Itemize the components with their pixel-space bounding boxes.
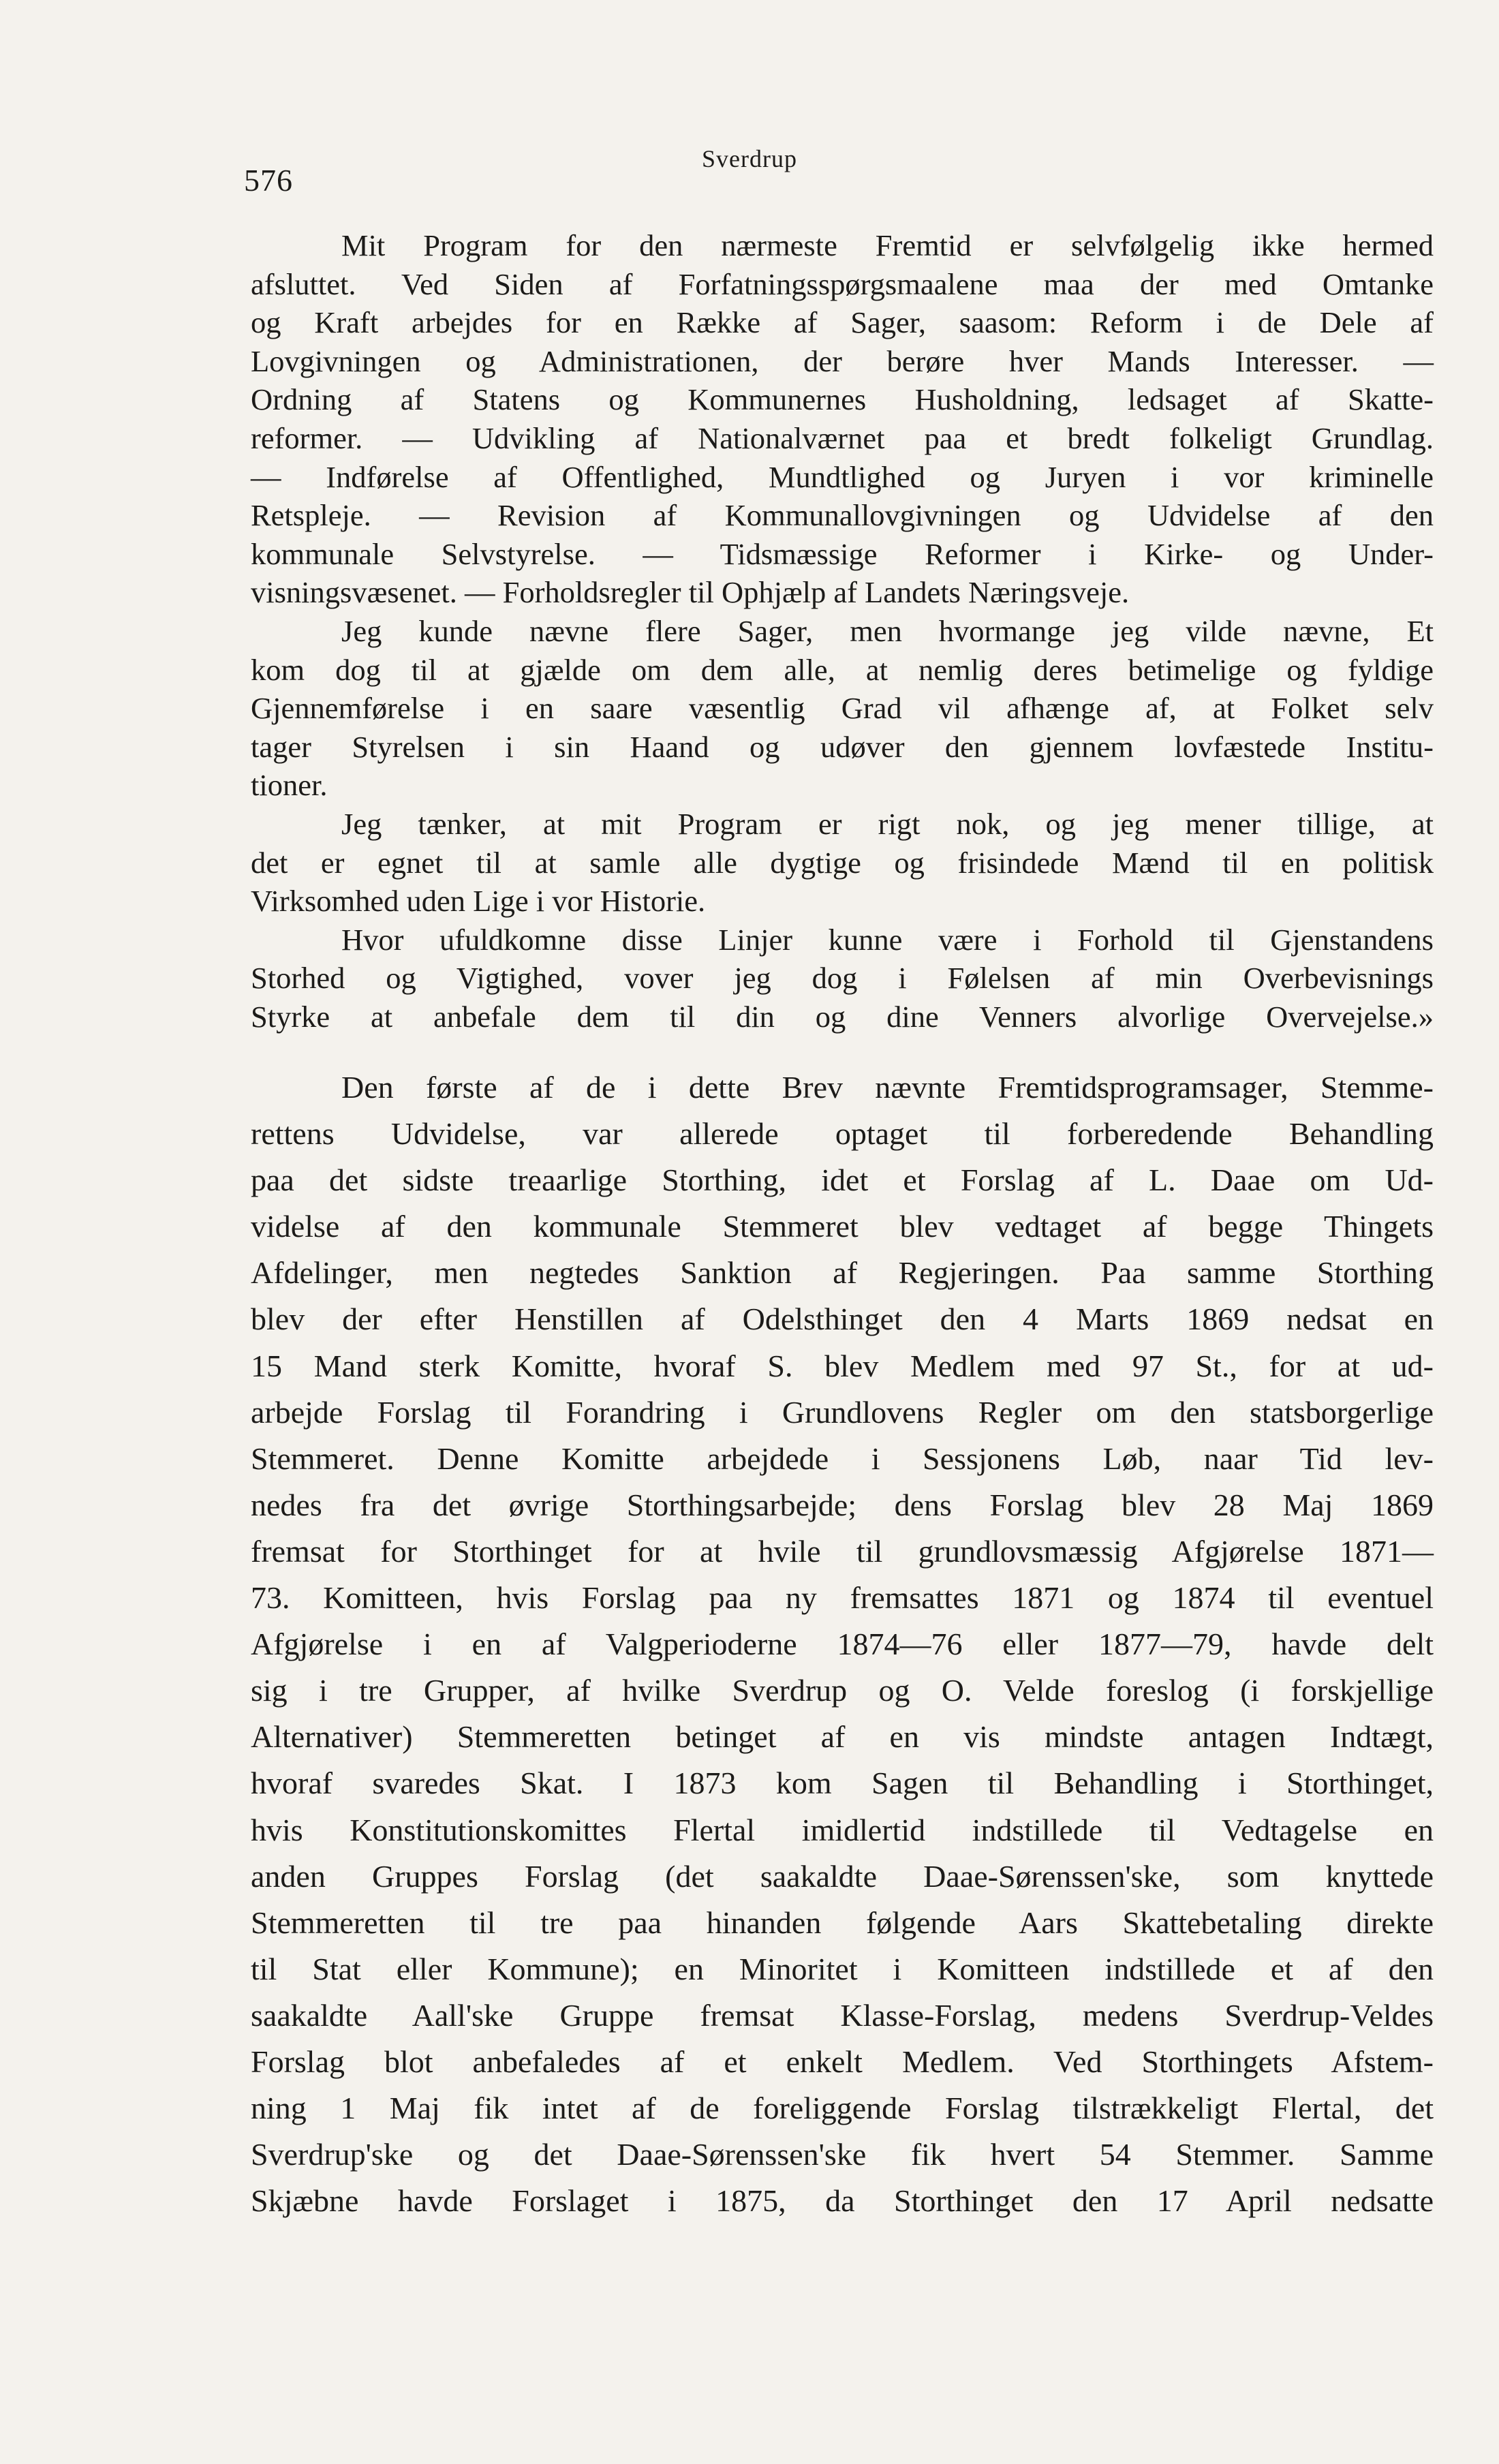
text-line: Ordning af Statens og Kommunernes Husholdning, ledsaget af Skatte- [251, 382, 1434, 417]
text-line: Afgjørelse i en af Valgperioderne 1874—76 eller 1877—79, havde delt [251, 1627, 1434, 1662]
text-line: Skjæbne havde Forslaget i 1875, da Storthinget den 17 April nedsatte [251, 2183, 1434, 2219]
running-head: Sverdrup [702, 145, 797, 172]
text-line: — Indførelse af Offentlighed, Mundtlighed og Juryen i vor kriminelle [251, 459, 1434, 494]
text-line: Forslag blot anbefaledes af et enkelt Medlem. Ved Storthingets Afstem- [251, 2044, 1434, 2079]
text-line: Styrke at anbefale dem til din og dine Venners alvorlige Overvejelse.» [251, 999, 1434, 1034]
text-line: reformer. — Udvikling af Nationalværnet paa et bredt folkeligt Grundlag. [251, 420, 1434, 455]
body-text [251, 1064, 1434, 2224]
text-line: Alternativer) Stemmeretten betinget af en vis mindste antagen Indtægt, [251, 1719, 1434, 1755]
text-line: Hvor ufuldkomne disse Linjer kunne være i Forhold til Gjenstandens [341, 922, 1434, 957]
text-line: sig i tre Grupper, af hvilke Sverdrup og O. Velde foreslog (i forskjellige [251, 1673, 1434, 1708]
text-line: rettens Udvidelse, var allerede optaget til forberedende Behandling [251, 1116, 1434, 1152]
text-line: Den første af de i dette Brev nævnte Fremtidsprogramsager, Stemme- [341, 1070, 1434, 1105]
text-line: Stemmeret. Denne Komitte arbejdede i Sessjonens Løb, naar Tid lev- [251, 1441, 1434, 1476]
text-line: til Stat eller Kommune); en Minoritet i Komitteen indstillede et af den [251, 1951, 1434, 1986]
text-line: Storhed og Vigtighed, vover jeg dog i Følelsen af min Overbevisnings [251, 961, 1434, 996]
text-line: tager Styrelsen i sin Haand og udøver den gjennem lovfæstede Institu- [251, 729, 1434, 764]
text-line: Stemmeretten til tre paa hinanden følgende Aars Skattebetaling direkte [251, 1905, 1434, 1940]
text-line: Virksomhed uden Lige i vor Historie. [251, 884, 706, 919]
text-line: afsluttet. Ved Siden af Forfatningsspørgsmaalene maa der med Omtanke [251, 266, 1434, 301]
text-line: Jeg kunde nævne flere Sager, men hvormange jeg vilde nævne, Et [341, 613, 1434, 648]
text-line: 73. Komitteen, hvis Forslag paa ny fremsattes 1871 og 1874 til eventuel [251, 1580, 1434, 1616]
text-line: ning 1 Maj fik intet af de foreliggende Forslag tilstrækkeligt Flertal, det [251, 2091, 1434, 2126]
text-line: hvoraf svaredes Skat. I 1873 kom Sagen til Behandling i Storthinget, [251, 1766, 1434, 1801]
text-line: Sverdrup'ske og det Daae-Sørenssen'ske fik hvert 54 Stemmer. Samme [251, 2137, 1434, 2172]
text-line: Gjennemførelse i en saare væsentlig Grad vil afhænge af, at Folket selv [251, 691, 1434, 726]
text-line: kom dog til at gjælde om dem alle, at nemlig deres betimelige og fyldige [251, 652, 1434, 687]
quoted-letter [251, 226, 1434, 1036]
text-line: Afdelinger, men negtedes Sanktion af Regjeringen. Paa samme Storthing [251, 1255, 1434, 1291]
text-line: Lovgivningen og Administrationen, der berøre hver Mands Interesser. — [251, 343, 1434, 378]
text-line: paa det sidste treaarlige Storthing, idet et Forslag af L. Daae om Ud- [251, 1162, 1434, 1198]
text-line: saakaldte Aall'ske Gruppe fremsat Klasse-Forslag, medens Sverdrup-Veldes [251, 1997, 1434, 2033]
text-line: blev der efter Henstillen af Odelsthinget den 4 Marts 1869 nedsat en [251, 1302, 1434, 1337]
text-line: arbejde Forslag til Forandring i Grundlovens Regler om den statsborgerlige [251, 1394, 1434, 1430]
text-line: Jeg tænker, at mit Program er rigt nok, og jeg mener tillige, at [341, 806, 1434, 841]
text-line: tioner. [251, 768, 328, 803]
text-line: det er egnet til at samle alle dygtige og frisindede Mænd til en politisk [251, 845, 1434, 880]
text-line: og Kraft arbejdes for en Række af Sager, saasom: Reform i de Dele af [251, 305, 1434, 340]
text-line: Mit Program for den nærmeste Fremtid er selvfølgelig ikke hermed [341, 228, 1434, 262]
text-line: anden Gruppes Forslag (det saakaldte Daae-Sørenssen'ske, som knyttede [251, 1858, 1434, 1894]
text-line: 15 Mand sterk Komitte, hvoraf S. blev Medlem med 97 St., for at ud- [251, 1348, 1434, 1383]
text-line: kommunale Selvstyrelse. — Tidsmæssige Reformer i Kirke- og Under- [251, 536, 1434, 571]
page-number: 576 [244, 163, 293, 198]
text-line: fremsat for Storthinget for at hvile til grundlovsmæssig Afgjørelse 1871— [251, 1533, 1434, 1569]
text-line: videlse af den kommunale Stemmeret blev vedtaget af begge Thingets [251, 1209, 1434, 1244]
text-line: Retspleje. — Revision af Kommunallovgivningen og Udvidelse af den [251, 498, 1434, 533]
text-line: hvis Konstitutionskomittes Flertal imidlertid indstillede til Vedtagelse en [251, 1812, 1434, 1847]
text-line: visningsvæsenet. — Forholdsregler til Ophjælp af Landets Næringsveje. [251, 575, 1130, 610]
text-line: nedes fra det øvrige Storthingsarbejde; dens Forslag blev 28 Maj 1869 [251, 1487, 1434, 1522]
